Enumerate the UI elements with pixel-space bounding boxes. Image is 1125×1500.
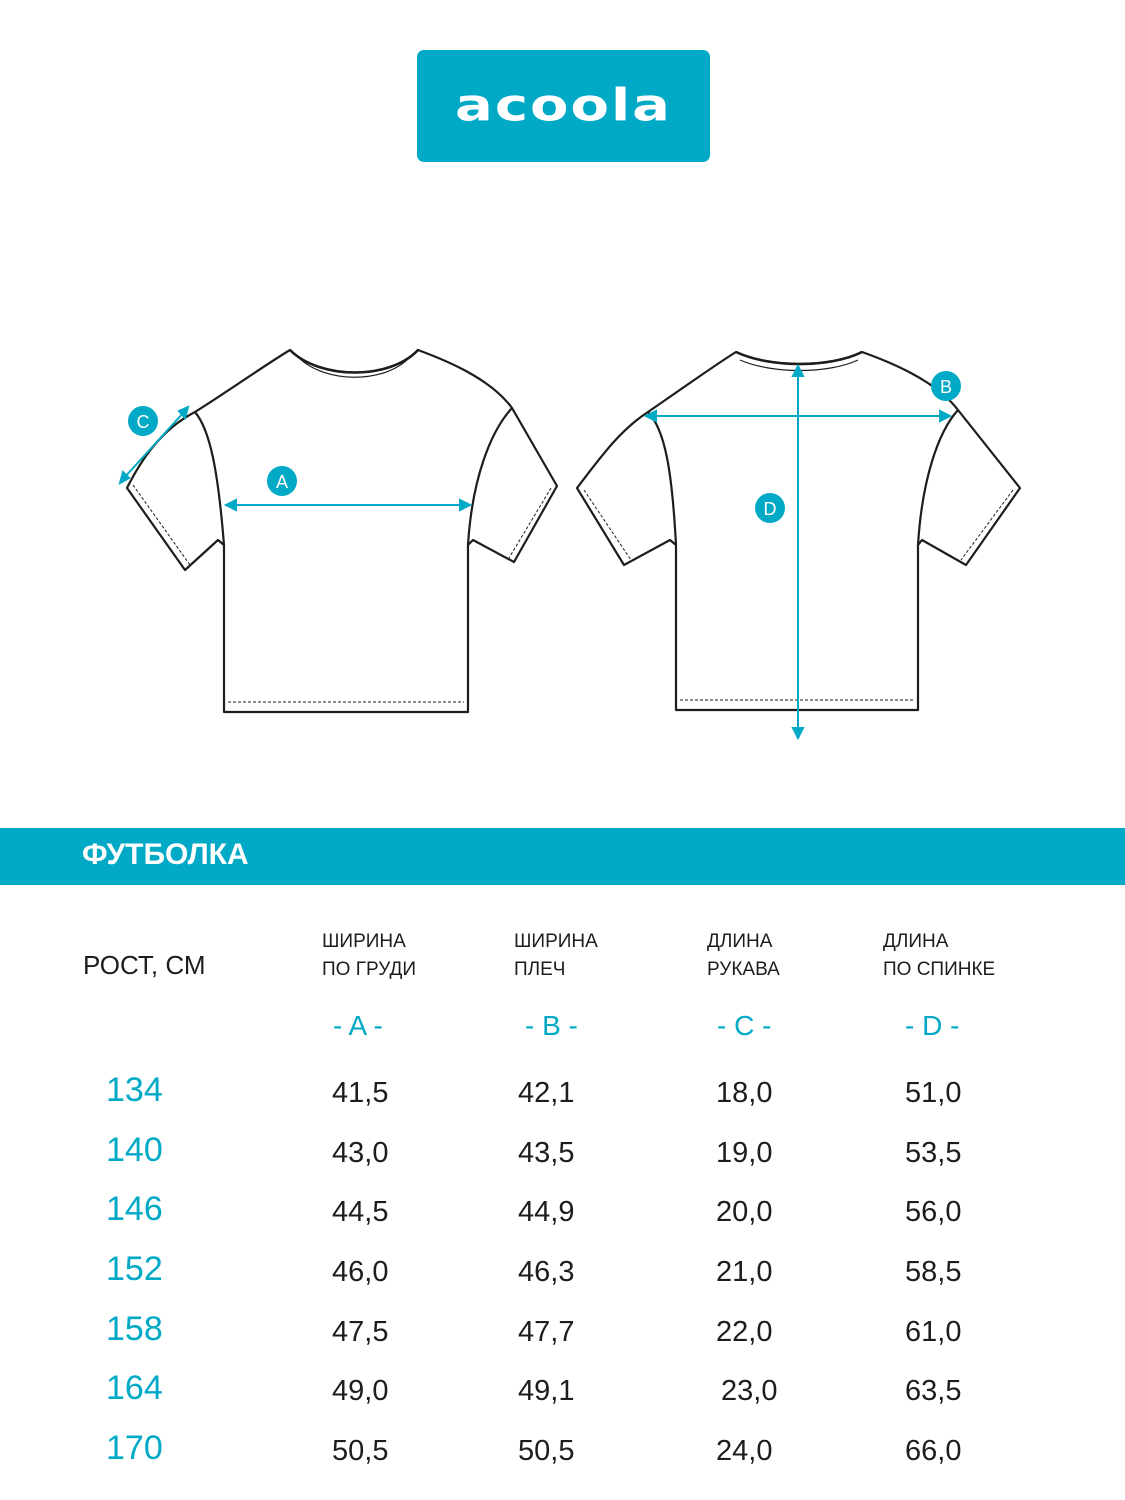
height-cell: 158 — [106, 1310, 163, 1348]
svg-text:A: A — [275, 472, 289, 492]
value-cell: 46,3 — [518, 1256, 575, 1288]
value-cell: 51,0 — [905, 1077, 962, 1109]
brand-logo-text: acoola — [455, 79, 672, 132]
arrow-head — [793, 728, 803, 738]
column-code-a: - A - — [333, 1010, 383, 1041]
brand-logo — [417, 50, 710, 162]
marker-a — [267, 466, 297, 496]
value-cell: 49,0 — [332, 1375, 389, 1407]
svg-text:B: B — [939, 377, 953, 397]
value-cell: 19,0 — [716, 1137, 773, 1169]
value-cell: 43,5 — [518, 1137, 575, 1169]
value-cell: 61,0 — [905, 1316, 962, 1348]
tshirt-measurement-diagram — [0, 290, 1125, 770]
height-cell: 170 — [106, 1429, 163, 1467]
value-cell: 50,5 — [518, 1435, 575, 1467]
value-cell: 44,9 — [518, 1196, 575, 1228]
column-code-b: - B - — [525, 1010, 578, 1041]
value-cell: 44,5 — [332, 1196, 389, 1228]
value-cell: 22,0 — [716, 1316, 773, 1348]
value-cell: 24,0 — [716, 1435, 773, 1467]
value-cell: 49,1 — [518, 1375, 575, 1407]
value-cell: 21,0 — [716, 1256, 773, 1288]
value-cell: 46,0 — [332, 1256, 389, 1288]
value-cell: 58,5 — [905, 1256, 962, 1288]
height-cell: 164 — [106, 1369, 163, 1407]
height-cell: 140 — [106, 1131, 163, 1169]
value-cell: 23,0 — [721, 1375, 778, 1407]
product-title-band — [0, 828, 1125, 885]
svg-text:D: D — [763, 499, 777, 519]
height-cell: 134 — [106, 1071, 163, 1109]
column-header-chest-width: ШИРИНА ПО ГРУДИ — [322, 931, 416, 980]
value-cell: 66,0 — [905, 1435, 962, 1467]
marker-b — [931, 371, 961, 401]
height-cell: 146 — [106, 1190, 163, 1228]
value-cell: 63,5 — [905, 1375, 962, 1407]
value-cell: 42,1 — [518, 1077, 575, 1109]
tshirt-front-drawing — [127, 350, 557, 712]
value-cell: 18,0 — [716, 1077, 773, 1109]
column-code-c: - C - — [717, 1010, 772, 1041]
value-cell: 43,0 — [332, 1137, 389, 1169]
value-cell: 50,5 — [332, 1435, 389, 1467]
value-cell: 47,5 — [332, 1316, 389, 1348]
value-cell: 20,0 — [716, 1196, 773, 1228]
value-cell: 56,0 — [905, 1196, 962, 1228]
column-header-shoulder-width: ШИРИНА ПЛЕЧ — [514, 931, 598, 980]
marker-c — [128, 406, 158, 436]
value-cell: 53,5 — [905, 1137, 962, 1169]
value-cell: 41,5 — [332, 1077, 389, 1109]
svg-text:C: C — [136, 412, 150, 432]
column-header-sleeve-length: ДЛИНА РУКАВА — [707, 931, 780, 980]
height-cell: 152 — [106, 1250, 163, 1288]
product-title: ФУТБОЛКА — [82, 838, 249, 871]
column-header-back-length: ДЛИНА ПО СПИНКЕ — [883, 931, 996, 980]
height-column-header: РОСТ, СМ — [83, 950, 206, 980]
marker-d — [755, 493, 785, 523]
column-code-d: - D - — [905, 1010, 960, 1041]
value-cell: 47,7 — [518, 1316, 575, 1348]
